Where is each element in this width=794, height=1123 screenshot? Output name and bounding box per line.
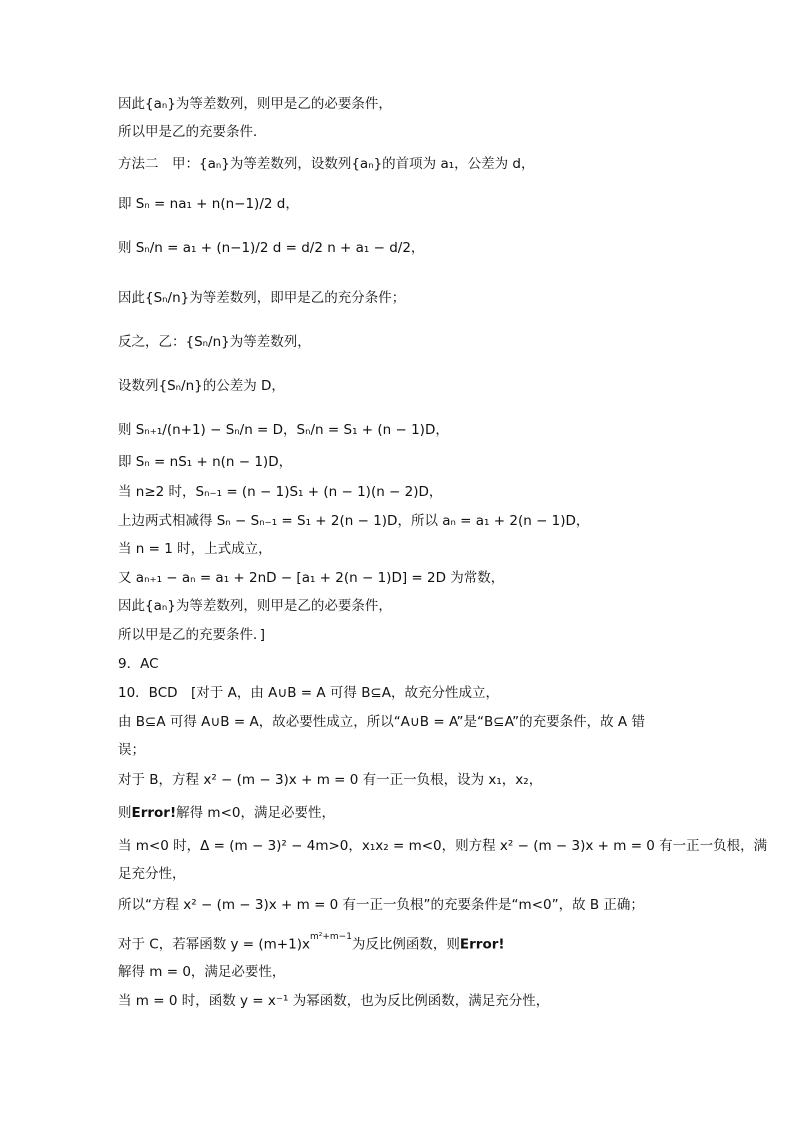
- text-line: 当 m = 0 时，函数 y = x⁻¹ 为幂函数，也为反比例函数，满足充分性，: [118, 993, 550, 1009]
- formula-line: 则 Sₙ₊₁/(n+1) − Sₙ/n = D，Sₙ/n = S₁ + (n − 1)D，: [118, 422, 449, 438]
- text-line: 所以甲是乙的充要条件．]: [118, 627, 266, 643]
- line-middle: 为反比例函数，则: [351, 936, 460, 953]
- text-line: 设数列{Sₙ/n}的公差为 D，: [118, 378, 285, 394]
- text-line: 当 n = 1 时，上式成立，: [118, 541, 272, 557]
- formula-line: 即 Sₙ = nS₁ + n(n − 1)D，: [118, 454, 293, 470]
- text-line: [118, 931, 505, 955]
- formula-line: 上边两式相减得 Sₙ − Sₙ₋₁ = S₁ + 2(n − 1)D，所以 aₙ = a₁ + 2(n − 1)D，: [118, 513, 590, 529]
- text-line: 足充分性，: [118, 866, 186, 882]
- text-line: 所以甲是乙的充要条件．: [118, 124, 267, 140]
- line-prefix: 对于 C，若幂函数 y = (m+1)x: [118, 936, 310, 953]
- text-line: 方法二 甲：{aₙ}为等差数列，设数列{aₙ}的首项为 a₁，公差为 d，: [118, 156, 535, 172]
- text-line: [118, 803, 335, 823]
- text-line: 对于 B，方程 x² − (m − 3)x + m = 0 有一正一负根，设为 x₁，x₂，: [118, 772, 543, 788]
- text-line: 因此{aₙ}为等差数列，则甲是乙的必要条件，: [118, 96, 392, 112]
- line-suffix: 解得 m<0，满足必要性，: [176, 805, 335, 821]
- formula-line: 即 Sₙ = na₁ + n(n−1)/2 d，: [118, 196, 299, 212]
- text-line: 误；: [118, 742, 145, 758]
- text-line: 因此{Sₙ/n}为等差数列，即甲是乙的充分条件；: [118, 290, 406, 306]
- formula-line: 当 n≥2 时，Sₙ₋₁ = (n − 1)S₁ + (n − 1)(n − 2)D，: [118, 484, 443, 500]
- line-prefix: 则: [118, 805, 132, 821]
- formula-line: 又 aₙ₊₁ − aₙ = a₁ + 2nD − [a₁ + 2(n − 1)D] = 2D 为常数，: [118, 570, 505, 586]
- answer-line: 10．BCD [对于 A，由 A∪B = A 可得 B⊆A，故充分性成立，: [118, 685, 500, 701]
- text-line: 因此{aₙ}为等差数列，则甲是乙的必要条件，: [118, 598, 392, 614]
- text-line: 反之，乙：{Sₙ/n}为等差数列，: [118, 334, 311, 350]
- text-line: 当 m<0 时，Δ = (m − 3)² − 4m>0，x₁x₂ = m<0，则方程 x² − (m − 3)x + m = 0 有一正一负根，满: [118, 838, 768, 854]
- text-line: 解得 m = 0，满足必要性，: [118, 964, 286, 980]
- text-line: 所以“方程 x² − (m − 3)x + m = 0 有一正一负根”的充要条件是“m<0”，故 B 正确；: [118, 897, 644, 913]
- answer-line: 9．AC: [118, 656, 159, 672]
- formula-line: 则 Sₙ/n = a₁ + (n−1)/2 d = d/2 n + a₁ − d/2，: [118, 240, 425, 256]
- error-marker: Error!: [131, 805, 177, 821]
- text-line: 由 B⊆A 可得 A∪B = A，故必要性成立，所以“A∪B = A”是“B⊆A”的充要条件，故 A 错: [118, 714, 645, 730]
- error-marker: Error!: [459, 936, 505, 953]
- exponent: m²+m−1: [309, 932, 352, 942]
